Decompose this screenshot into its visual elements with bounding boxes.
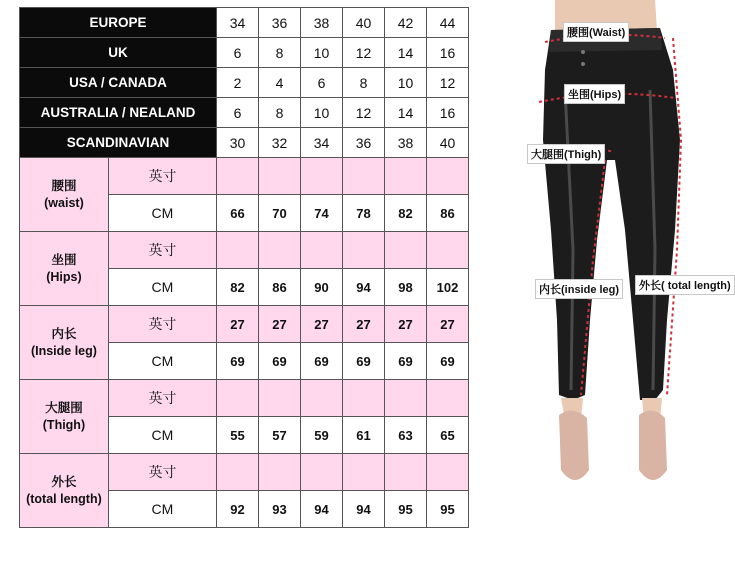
size-system-row (20, 38, 469, 68)
measurement-name-cell (20, 158, 109, 232)
size-value-cell: 38 (301, 8, 343, 38)
inch-value-cell: 27 (427, 306, 469, 343)
measurement-name-zh: 坐围 (51, 252, 77, 267)
size-value-cell: 12 (343, 98, 385, 128)
size-value-cell: 10 (385, 68, 427, 98)
inch-value-cell (217, 380, 259, 417)
measurement-name-zh: 大腿围 (45, 400, 83, 415)
cm-value-cell: 94 (343, 269, 385, 306)
measurement-name-cell (20, 306, 109, 380)
measurement-inch-row (20, 380, 469, 417)
size-system-row (20, 98, 469, 128)
unit-label-cm: CM (108, 343, 216, 380)
button (581, 62, 585, 66)
unit-label-inch: 英寸 (108, 380, 216, 417)
cm-value-cell: 69 (427, 343, 469, 380)
inch-value-cell (343, 380, 385, 417)
cm-value-cell: 61 (343, 417, 385, 454)
size-value-cell: 34 (217, 8, 259, 38)
measurement-name-en: (Inside leg) (30, 343, 97, 358)
inch-value-cell (301, 232, 343, 269)
unit-label-inch: 英寸 (108, 306, 216, 343)
inch-value-cell (217, 158, 259, 195)
inch-value-cell (259, 232, 301, 269)
cm-value-cell: 86 (259, 269, 301, 306)
left-shoe (559, 411, 589, 480)
size-system-label: EUROPE (20, 8, 217, 38)
inch-value-cell (259, 158, 301, 195)
cm-value-cell: 74 (301, 195, 343, 232)
cm-value-cell: 95 (385, 491, 427, 528)
inch-value-cell (427, 380, 469, 417)
cm-value-cell: 69 (259, 343, 301, 380)
unit-label-inch: 英寸 (108, 232, 216, 269)
measurement-inch-row (20, 306, 469, 343)
waist-annotation: 腰围(Waist) (563, 22, 629, 42)
measurement-inch-row (20, 158, 469, 195)
size-value-cell: 12 (343, 38, 385, 68)
size-value-cell: 16 (427, 38, 469, 68)
hips-annotation: 坐围(Hips) (564, 84, 625, 104)
cm-value-cell: 94 (343, 491, 385, 528)
size-system-label: SCANDINAVIAN (20, 128, 217, 158)
cm-value-cell: 63 (385, 417, 427, 454)
inch-value-cell (385, 380, 427, 417)
size-value-cell: 36 (343, 128, 385, 158)
inch-value-cell (259, 454, 301, 491)
cm-value-cell: 90 (301, 269, 343, 306)
inch-value-cell: 27 (217, 306, 259, 343)
inch-value-cell (385, 158, 427, 195)
size-value-cell: 34 (301, 128, 343, 158)
size-value-cell: 6 (301, 68, 343, 98)
cm-value-cell: 94 (301, 491, 343, 528)
size-value-cell: 10 (301, 98, 343, 128)
unit-label-cm: CM (108, 491, 216, 528)
cm-value-cell: 78 (343, 195, 385, 232)
measurement-name-en: (total length) (26, 491, 102, 506)
cm-value-cell: 65 (427, 417, 469, 454)
unit-label-inch: 英寸 (108, 158, 216, 195)
size-system-row (20, 68, 469, 98)
inch-value-cell (259, 380, 301, 417)
size-system-label: USA / CANADA (20, 68, 217, 98)
measurement-name-en: (waist) (44, 195, 84, 210)
size-value-cell: 10 (301, 38, 343, 68)
size-value-cell: 38 (385, 128, 427, 158)
measurement-inch-row (20, 232, 469, 269)
size-value-cell: 12 (427, 68, 469, 98)
cm-value-cell: 70 (259, 195, 301, 232)
size-system-label: UK (20, 38, 217, 68)
inside-leg-annotation: 内长(inside leg) (535, 279, 623, 299)
right-shoe (639, 411, 667, 480)
size-value-cell: 44 (427, 8, 469, 38)
size-value-cell: 6 (217, 98, 259, 128)
cm-value-cell: 93 (259, 491, 301, 528)
unit-label-cm: CM (108, 269, 216, 306)
inch-value-cell (217, 232, 259, 269)
model-figure (515, 0, 735, 559)
size-value-cell: 36 (259, 8, 301, 38)
size-value-cell: 40 (427, 128, 469, 158)
measurement-name-cell (20, 232, 109, 306)
size-value-cell: 8 (259, 38, 301, 68)
cm-value-cell: 95 (427, 491, 469, 528)
inch-value-cell (343, 158, 385, 195)
inch-value-cell (427, 158, 469, 195)
inch-value-cell: 27 (343, 306, 385, 343)
size-value-cell: 40 (343, 8, 385, 38)
size-value-cell: 14 (385, 38, 427, 68)
size-value-cell: 32 (259, 128, 301, 158)
size-table (19, 7, 469, 528)
inch-value-cell (427, 232, 469, 269)
cm-value-cell: 82 (217, 269, 259, 306)
unit-label-cm: CM (108, 417, 216, 454)
unit-label-cm: CM (108, 195, 216, 232)
size-system-row (20, 8, 469, 38)
inch-value-cell (343, 232, 385, 269)
size-value-cell: 42 (385, 8, 427, 38)
cm-value-cell: 92 (217, 491, 259, 528)
unit-label-inch: 英寸 (108, 454, 216, 491)
inch-value-cell (385, 232, 427, 269)
inch-value-cell (427, 454, 469, 491)
cm-value-cell: 82 (385, 195, 427, 232)
size-value-cell: 8 (343, 68, 385, 98)
inch-value-cell (301, 380, 343, 417)
inch-value-cell: 27 (259, 306, 301, 343)
measurement-name-cell (20, 454, 109, 528)
inch-value-cell (301, 158, 343, 195)
cm-value-cell: 69 (217, 343, 259, 380)
measurement-name-en: (Thigh) (42, 417, 86, 432)
cm-value-cell: 66 (217, 195, 259, 232)
size-system-label: AUSTRALIA / NEALAND (20, 98, 217, 128)
cm-value-cell: 69 (343, 343, 385, 380)
cm-value-cell: 98 (385, 269, 427, 306)
cm-value-cell: 102 (427, 269, 469, 306)
measurement-name-en: (Hips) (46, 269, 82, 284)
measurement-name-cell (20, 380, 109, 454)
inch-value-cell: 27 (301, 306, 343, 343)
measurement-name-zh: 内长 (51, 326, 77, 341)
inch-value-cell (301, 454, 343, 491)
measurement-inch-row (20, 454, 469, 491)
measurement-name-zh: 腰围 (51, 178, 77, 193)
size-value-cell: 2 (217, 68, 259, 98)
inch-value-cell (385, 454, 427, 491)
cm-value-cell: 69 (301, 343, 343, 380)
inch-value-cell: 27 (385, 306, 427, 343)
size-value-cell: 8 (259, 98, 301, 128)
size-system-row (20, 128, 469, 158)
size-value-cell: 4 (259, 68, 301, 98)
thigh-annotation: 大腿围(Thigh) (527, 144, 605, 164)
cm-value-cell: 86 (427, 195, 469, 232)
total-length-annotation: 外长( total length) (635, 275, 735, 295)
inch-value-cell (217, 454, 259, 491)
cm-value-cell: 59 (301, 417, 343, 454)
size-value-cell: 30 (217, 128, 259, 158)
size-value-cell: 14 (385, 98, 427, 128)
cm-value-cell: 69 (385, 343, 427, 380)
cm-value-cell: 55 (217, 417, 259, 454)
size-value-cell: 16 (427, 98, 469, 128)
size-value-cell: 6 (217, 38, 259, 68)
cm-value-cell: 57 (259, 417, 301, 454)
measurement-name-zh: 外长 (51, 474, 77, 489)
button (581, 50, 585, 54)
inch-value-cell (343, 454, 385, 491)
